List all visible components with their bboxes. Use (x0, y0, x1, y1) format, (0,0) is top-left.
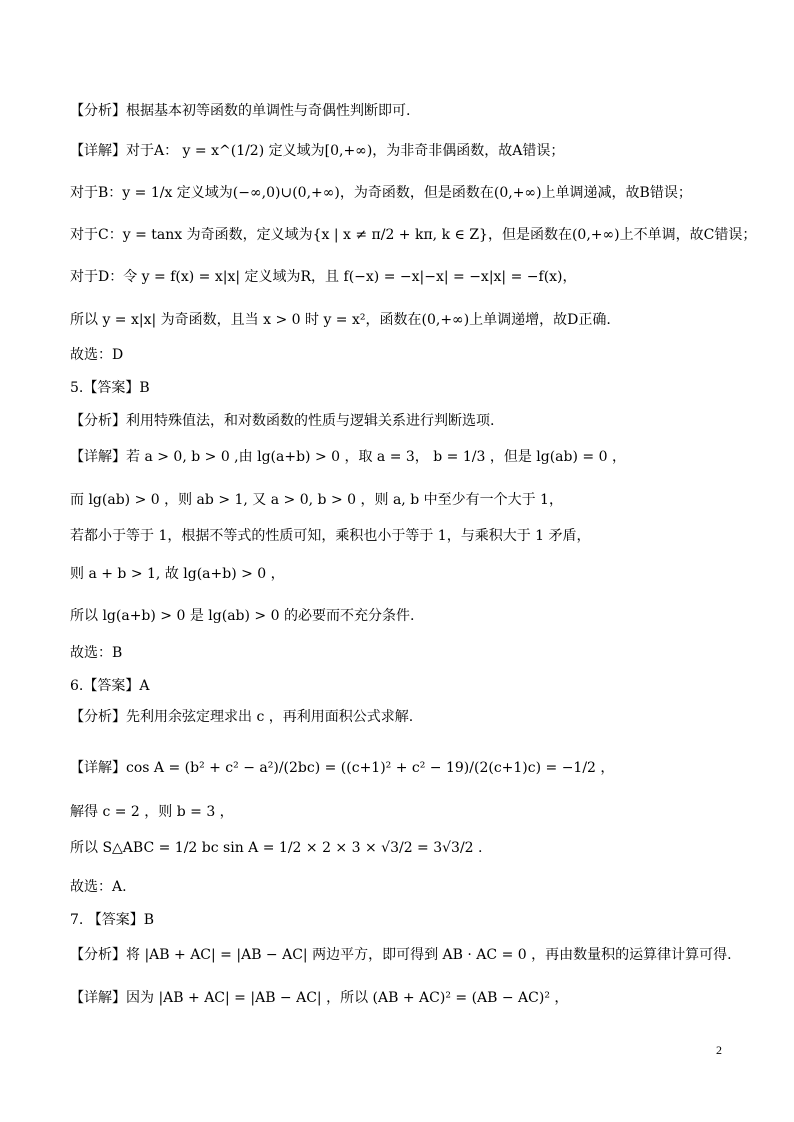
text-line: 7. 【答案】B (70, 912, 155, 928)
text-line: 【分析】利用特殊值法，和对数函数的性质与逻辑关系进行判断选项. (70, 413, 495, 429)
text-line: 则 a + b > 1, 故 lg(a+b) > 0 ， (70, 566, 285, 582)
page-number: 2 (716, 1043, 722, 1057)
text-line: 【分析】根据基本初等函数的单调性与奇偶性判断即可. (70, 103, 411, 119)
text-line: 所以 y = x|x| 为奇函数，且当 x > 0 时 y = x²，函数在(0,+∞)上单调递增，故D正确. (70, 312, 611, 328)
text-line: 6.【答案】A (70, 678, 150, 694)
text-line: 对于C：y = tanx 为奇函数，定义域为{x | x ≠ π/2 + kπ, k ∈ Z}，但是函数在(0,+∞)上不单调，故C错误； (70, 227, 757, 243)
text-line: 所以 lg(a+b) > 0 是 lg(ab) > 0 的必要而不充分条件. (70, 608, 415, 624)
text-line: 若都小于等于 1，根据不等式的性质可知，乘积也小于等于 1，与乘积大于 1 矛盾， (70, 528, 591, 544)
text-line: 【分析】将 |AB + AC| = |AB − AC| 两边平方，即可得到 AB · AC = 0 ，再由数量积的运算律计算可得. (70, 947, 732, 963)
text-line: 故选：A. (70, 879, 127, 895)
text-line: 故选：D (70, 347, 124, 363)
text-line: 解得 c = 2 ，则 b = 3 ， (70, 804, 234, 820)
text-line: 对于D：令 y = f(x) = x|x| 定义域为R，且 f(−x) = −x|−x| = −x|x| = −f(x)， (70, 269, 577, 285)
text-line: 所以 S△ABC = 1/2 bc sin A = 1/2 × 2 × 3 × √3/2 = 3√3/2 . (70, 840, 483, 856)
text-line: 【分析】先利用余弦定理求出 c ，再利用面积公式求解. (70, 709, 414, 725)
text-line: 【详解】cos A = (b² + c² − a²)/(2bc) = ((c+1)² + c² − 19)/(2(c+1)c) = −1/2 ， (70, 760, 615, 776)
text-line: 【详解】因为 |AB + AC| = |AB − AC| ，所以 (AB + AC)² = (AB − AC)² ， (70, 990, 569, 1006)
text-line: 5.【答案】B (70, 380, 150, 396)
text-line: 故选：B (70, 645, 123, 661)
text-line: 【详解】对于A： y = x^(1/2) 定义域为[0,+∞)，为非奇非偶函数，故A错误； (70, 143, 565, 159)
text-line: 【详解】若 a > 0, b > 0 ,由 lg(a+b) > 0 ，取 a = 3， b = 1/3 ，但是 lg(ab) = 0 ， (70, 449, 626, 465)
text-line: 而 lg(ab) > 0 ，则 ab > 1, 又 a > 0, b > 0 ，则 a, b 中至少有一个大于 1， (70, 492, 563, 508)
text-line: 对于B：y = 1/x 定义域为(−∞,0)∪(0,+∞)，为奇函数，但是函数在(0,+∞)上单调递减，故B错误； (70, 185, 692, 201)
